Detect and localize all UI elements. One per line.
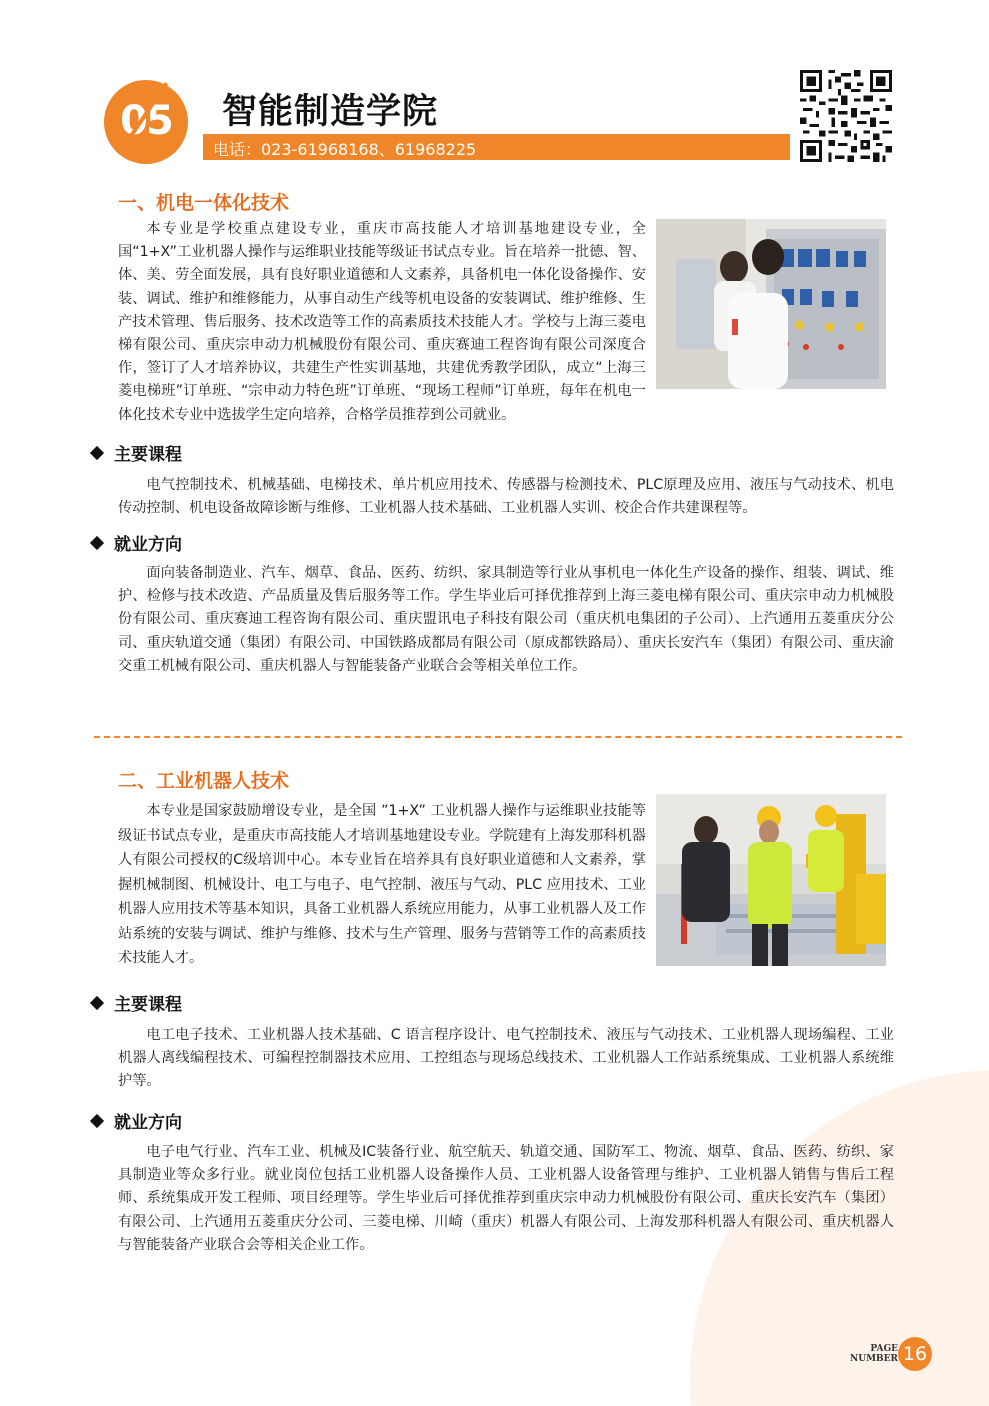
diamond-bullet-icon xyxy=(90,446,104,460)
section-1-intro: 本专业是学校重点建设专业，重庆市高技能人才培训基地建设专业，全国“1+X”工业机器人操作与运维职业技能等级证书试点专业。旨在培养一批德、智、体、美、劳全面发展，具有良好职业道德和人文素养，具备机电一体化设备操作、安装、调试、维护和维修能力，从事自动生产线等机电设备的安装调试、维护维修、生产技术管理、售后服务、技术改造等工作的高素质技术技能人才。学校与上海三菱电梯有限公司、重庆宗申动力机械股份有限公司、重庆赛迪工程咨询有限公司深度合作，签订了人才培养协议，共建生产性实训基地，共建优秀教学团队，成立“上海三菱电梯班”订单班、“宗申动力特色班”订单班、“现场工程师”订单班，每年在机电一体化技术专业中选拔学生定向培养，合格学员推荐到公司就业。 xyxy=(118,221,646,423)
section-2-intro: 本专业是国家鼓励增设专业，是全国 ”1+X” 工业机器人操作与运维职业技能等级证书试点专业，是重庆市高技能人才培训基地建设专业。学院建有上海发那科机器人有限公司授权的C级培训中心。本专业旨在培养具有良好职业道德和人文素养，掌握机械制图、机械设计、电工与电子、电气控制、液压与气动、PLC 应用技术、工业机器人应用技术等基本知识，具备工业机器人系统应用能力，从事工业机器人及工作站系统的安装与调试、维护与维修、技术与生产管理、服务与营销等工作的高素质技术技能人才。 xyxy=(118,803,646,966)
section-2-courses: 电工电子技术、工业机器人技术基础、C 语言程序设计、电气控制技术、液压与气动技术、工业机器人现场编程、工业机器人离线编程技术、可编程控制器技术应用、工控组态与现场总线技术、工业机器人工作站系统集成、工业机器人系统维护等。 xyxy=(118,1027,894,1090)
chapter-badge xyxy=(104,80,188,164)
page-label xyxy=(842,1344,898,1364)
section-divider xyxy=(94,736,902,738)
electrical-training-photo xyxy=(656,219,886,389)
diamond-bullet-icon xyxy=(90,536,104,550)
section-2-title: 二、工业机器人技术 xyxy=(118,770,290,792)
section-1-jobs-heading xyxy=(92,530,182,555)
section-2-courses-heading-text: 主要课程 xyxy=(114,995,182,1015)
page-label-line-1: PAGE xyxy=(870,1344,898,1354)
page-number: 16 xyxy=(898,1337,932,1371)
section-1-jobs: 面向装备制造业、汽车、烟草、食品、医药、纺织、家具制造等行业从事机电一体化生产设备的操作、组装、调试、维护、检修与技术改造、产品质量及售后服务等工作。学生毕业后可择优推荐到上海三菱电梯有限公司、重庆宗申动力机械股份有限公司、重庆赛迪工程咨询有限公司、重庆盟讯电子科技有限公司（重庆机电集团的子公司）、上汽通用五菱重庆分公司、重庆轨道交通（集团）有限公司、中国铁路成都局有限公司（原成都铁路局）、重庆长安汽车（集团）有限公司、重庆渝交重工机械有限公司、重庆机器人与智能装备产业联合会等相关单位工作。 xyxy=(118,565,894,674)
phone-number: 电话：023-61968168、61968225 xyxy=(213,140,477,159)
section-2-jobs-heading-text: 就业方向 xyxy=(114,1113,182,1133)
section-1-title: 一、机电一体化技术 xyxy=(118,192,290,214)
page-label-line-2: NUMBER xyxy=(850,1354,898,1364)
section-1-courses-heading xyxy=(92,440,182,465)
chapter-number: 05 xyxy=(120,98,172,144)
section-2-jobs-heading xyxy=(92,1108,182,1133)
section-1-jobs-heading-text: 就业方向 xyxy=(114,535,182,555)
phone-bar xyxy=(203,134,790,160)
diamond-bullet-icon xyxy=(90,996,104,1010)
section-2-jobs: 电子电气行业、汽车工业、机械及IC装备行业、航空航天、轨道交通、国防军工、物流、烟草、食品、医药、纺织、家具制造业等众多行业。就业岗位包括工业机器人设备操作人员、工业机器人设备管理与维护、工业机器人销售与售后工程师、系统集成开发工程师、项目经理等。学生毕业后可择优推荐到重庆宗申动力机械股份有限公司、重庆长安汽车（集团）有限公司、上汽通用五菱重庆分公司、三菱电梯、川崎（重庆）机器人有限公司、上海发那科机器人有限公司、重庆机器人与智能装备产业联合会等相关企业工作。 xyxy=(118,1144,894,1253)
diamond-bullet-icon xyxy=(90,1114,104,1128)
section-1-courses-heading-text: 主要课程 xyxy=(114,445,182,465)
section-2-courses-heading xyxy=(92,990,182,1015)
robot-training-photo xyxy=(656,794,886,966)
page-title: 智能制造学院 xyxy=(222,92,439,132)
section-1-courses: 电气控制技术、机械基础、电梯技术、单片机应用技术、传感器与检测技术、PLC原理及应用、液压与气动技术、机电传动控制、机电设备故障诊断与维修、工业机器人技术基础、工业机器人实训、校企合作共建课程等。 xyxy=(118,477,894,517)
qr-code-icon xyxy=(800,70,892,162)
